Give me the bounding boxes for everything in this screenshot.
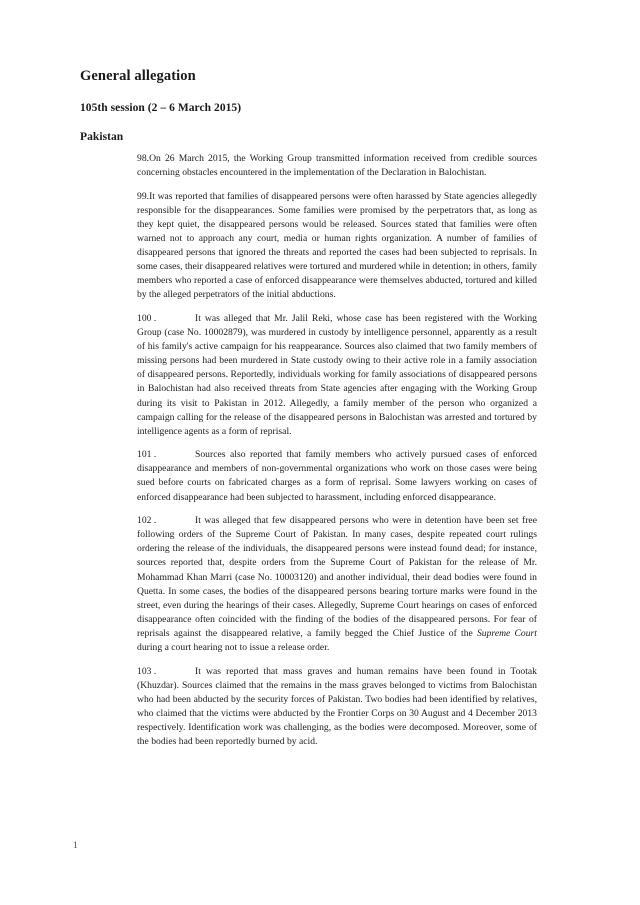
- paragraph: [137, 312, 537, 439]
- page-number: 1: [73, 840, 78, 851]
- emphasized-text: Supreme Court: [476, 627, 537, 639]
- paragraph-text: It was reported that mass graves and human remains have been found in Tootak (Khuzdar). Sources claimed that the remains in the mass graves belonged to victims from Balochistan who had been abducted by the security forces of Pakistan. Two bodies had been identified by relatives, who claimed that the victims were abducted by the Frontier Corps on 30 August and 4 December 2013 respectively. Identification work was challenging, as the bodies were decomposed. Moreover, some of the bodies had been reportedly burned by acid.: [137, 665, 537, 748]
- paragraph-number: 99.: [137, 190, 150, 202]
- paragraph-text: It was reported that families of disappeared persons were often harassed by State agencies allegedly responsible for the disappearances. Some families were promised by the perpetrators that, as long as they kept quiet, the disappeared persons would be released. Sources stated that families were often warned not to approach any court, media or human rights organization. A number of families of disappeared persons that ignored the threats and reported the cases had been subjected to reprisals. In some cases, their disappeared relatives were tortured and murdered while in detention; in others, family members who reported a case of enforced disappearance were themselves abducted, tortured and killed by the alleged perpetrators of the initial abductions.: [137, 190, 537, 301]
- session-subtitle: 105th session (2 – 6 March 2015): [80, 102, 242, 114]
- paragraph-text: It was alleged that Mr. Jalil Reki, whose case has been registered with the Working Group (case No. 10002879), was murdered in custody by intelligence personnel, apparently as a result of his family's active campaign for his reappearance. Sources also claimed that two family members of missing persons had been murdered in State custody owing to their active role in a family association of disappeared persons. Reportedly, individuals working for family associations of disappeared persons in Balochistan had also received threats from State agencies after engaging with the Working Group during its visit to Pakistan in 2012. Allegedly, a family member of the person who organized a campaign calling for the release of the disappeared persons in Balochistan was arrested and tortured by intelligence agents as a form of reprisal.: [137, 312, 537, 437]
- document-body: [137, 152, 537, 749]
- paragraph-number: 102 .: [137, 515, 157, 527]
- paragraph-number: 101 .: [137, 449, 157, 461]
- paragraph: [137, 152, 537, 180]
- paragraph-text: On 26 March 2015, the Working Group transmitted information received from credible sources concerning obstacles encountered in the implementation of the Declaration in Balochistan.: [137, 153, 537, 179]
- document-heading-block: [80, 68, 540, 143]
- paragraph-text: Sources also reported that family members who actively pursued cases of enforced disappearance and members of non-governmental organizations who work on those cases were being sued before courts on fabricated charges as a form of reprisal. Some lawyers working on cases of enforced disappearance had been subjected to harassment, including enforced disappearance.: [137, 449, 537, 503]
- paragraph-number: 103 .: [137, 665, 157, 677]
- paragraph-number: 98.: [137, 153, 150, 164]
- paragraph: [137, 190, 537, 303]
- paragraph: [137, 448, 537, 504]
- paragraph: [137, 665, 537, 750]
- country-subtitle: Pakistan: [80, 131, 124, 143]
- paragraph-text: It was alleged that few disappeared persons who were in detention have been set free following orders of the Supreme Court of Pakistan. In many cases, despite repeated court rulings ordering the release of the individuals, the disappeared persons were instead found dead; for instance, sources reported that, despite orders from the Supreme Court of Pakistan for the release of Mr. Mohammad Khan Marri (case No. 10003120) and another individual, their dead bodies were found in Quetta. In some cases, the bodies of the disappeared persons bearing torture marks were found in the street, even during the hearings of their cases. Allegedly, Supreme Court hearings on cases of enforced disappearance often coincided with the finding of the bodies of the disappeared persons. For fear of reprisals against the disappeared relative, a family begged the Chief Justice of the: [137, 515, 537, 639]
- paragraph: [137, 514, 537, 655]
- paragraph-number: 100 .: [137, 312, 157, 324]
- page-title: General allegation: [80, 68, 196, 84]
- paragraph-text: during a court hearing not to issue a release order.: [137, 642, 330, 653]
